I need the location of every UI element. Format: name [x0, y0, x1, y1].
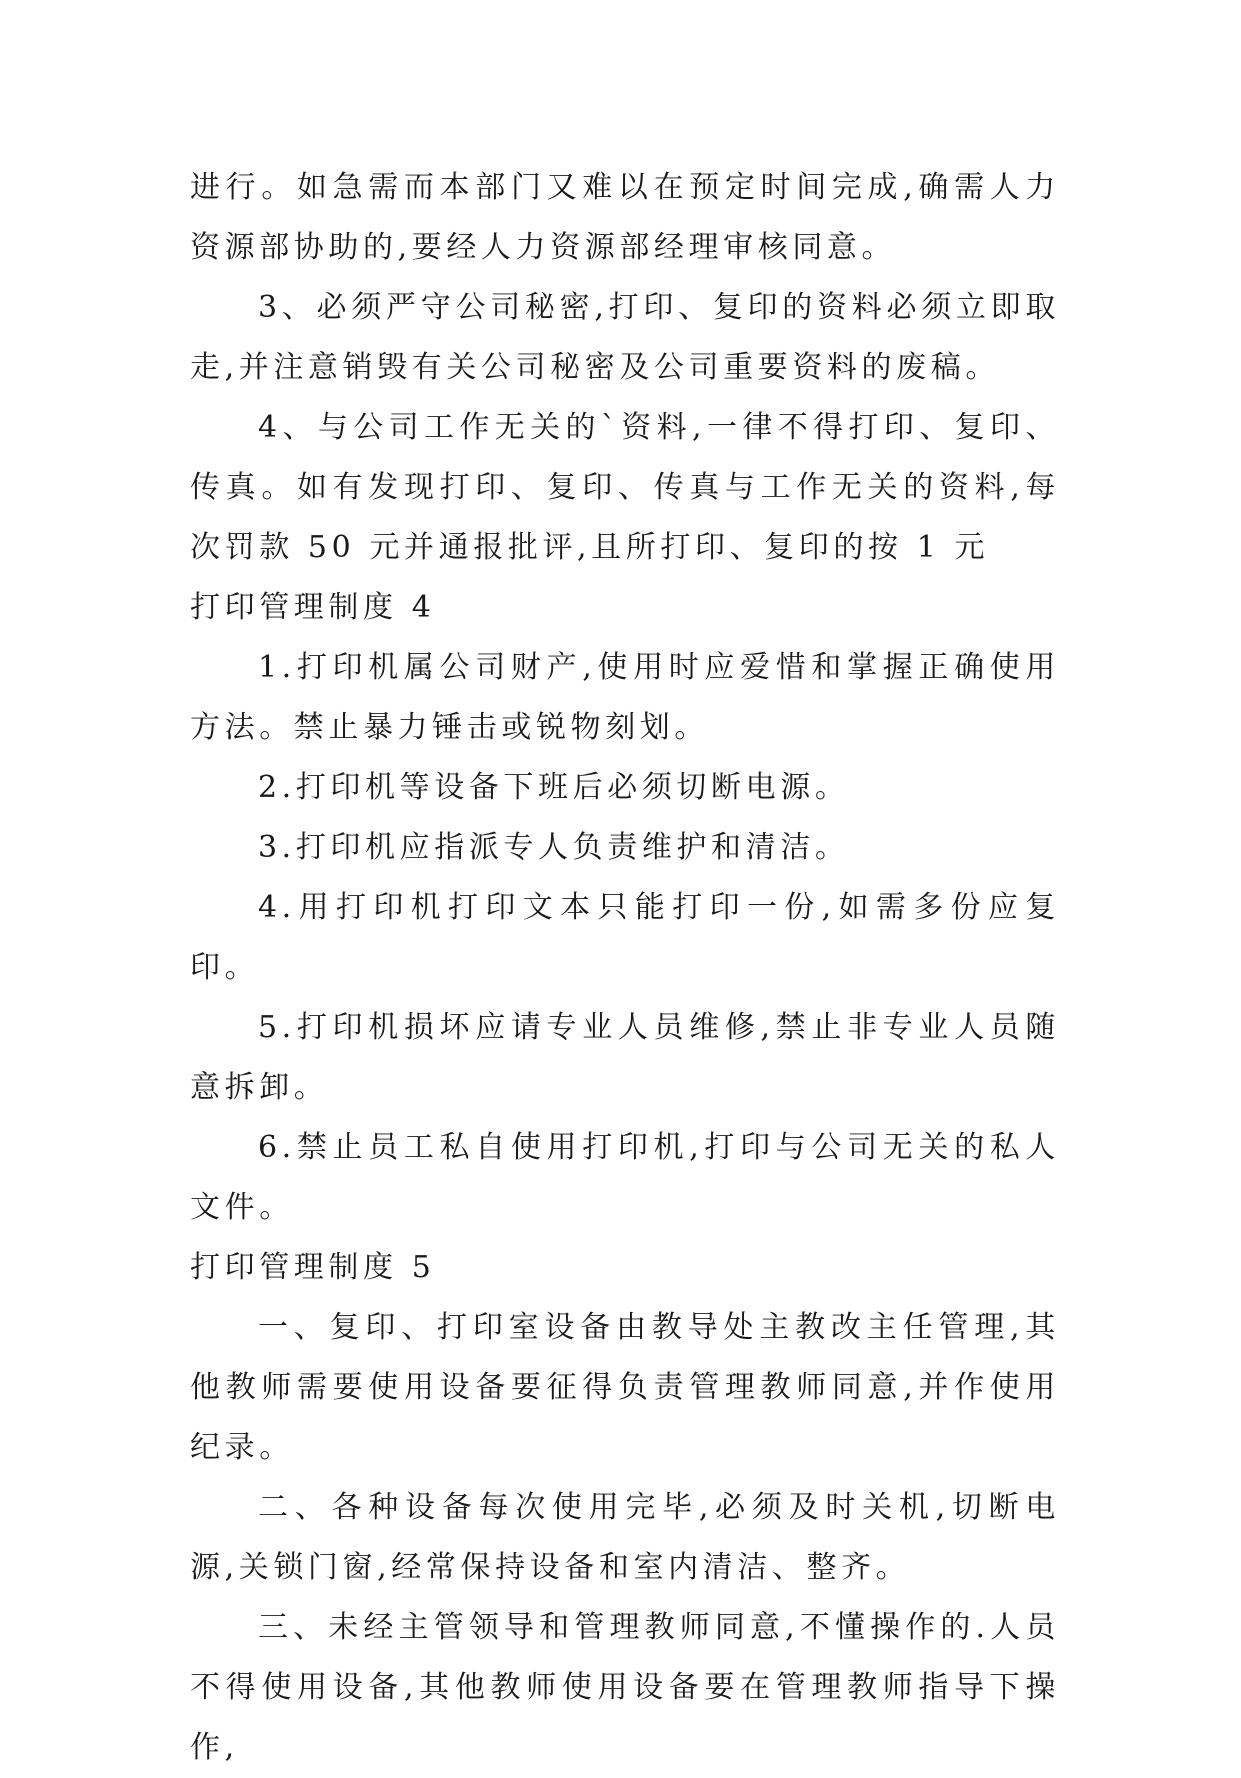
paragraph-rule-4: 4、与公司工作无关的`资料,一律不得打印、复印、传真。如有发现打印、复印、传真与工作无关的资料,每次罚款 50 元并通报批评,且所打印、复印的按 1 元	[190, 410, 1060, 565]
paragraph-rule-three: 三、未经主管领导和管理教师同意,不懂操作的.人员不得使用设备,其他教师使用设备要在管理教师指导下操作,	[190, 1610, 1060, 1765]
paragraph-item-2: 2.打印机等设备下班后必须切断电源。	[258, 770, 850, 805]
paragraph-item-5: 5.打印机损坏应请专业人员维修,禁止非专业人员随意拆卸。	[190, 1010, 1060, 1105]
paragraph-item-6: 6.禁止员工私自使用打印机,打印与公司无关的私人文件。	[190, 1130, 1060, 1225]
document-body	[190, 158, 1060, 1778]
section-heading-5: 打印管理制度 5	[190, 1250, 436, 1285]
section-heading-4: 打印管理制度 4	[190, 590, 436, 625]
paragraph-item-3: 3.打印机应指派专人负责维护和清洁。	[258, 830, 850, 865]
paragraph-item-1: 1.打印机属公司财产,使用时应爱惜和掌握正确使用方法。禁止暴力锤击或锐物刻划。	[190, 650, 1060, 745]
paragraph-rule-one: 一、复印、打印室设备由教导处主教改主任管理,其他教师需要使用设备要征得负责管理教师同意,并作使用纪录。	[190, 1310, 1060, 1465]
paragraph-item-4: 4.用打印机打印文本只能打印一份,如需多份应复印。	[190, 890, 1060, 985]
paragraph-rule-3: 3、必须严守公司秘密,打印、复印的资料必须立即取走,并注意销毁有关公司秘密及公司重要资料的废稿。	[190, 290, 1060, 385]
paragraph-continuation: 进行。如急需而本部门又难以在预定时间完成,确需人力资源部协助的,要经人力资源部经理审核同意。	[190, 170, 1060, 265]
paragraph-rule-two: 二、各种设备每次使用完毕,必须及时关机,切断电源,关锁门窗,经常保持设备和室内清洁、整齐。	[190, 1490, 1060, 1585]
